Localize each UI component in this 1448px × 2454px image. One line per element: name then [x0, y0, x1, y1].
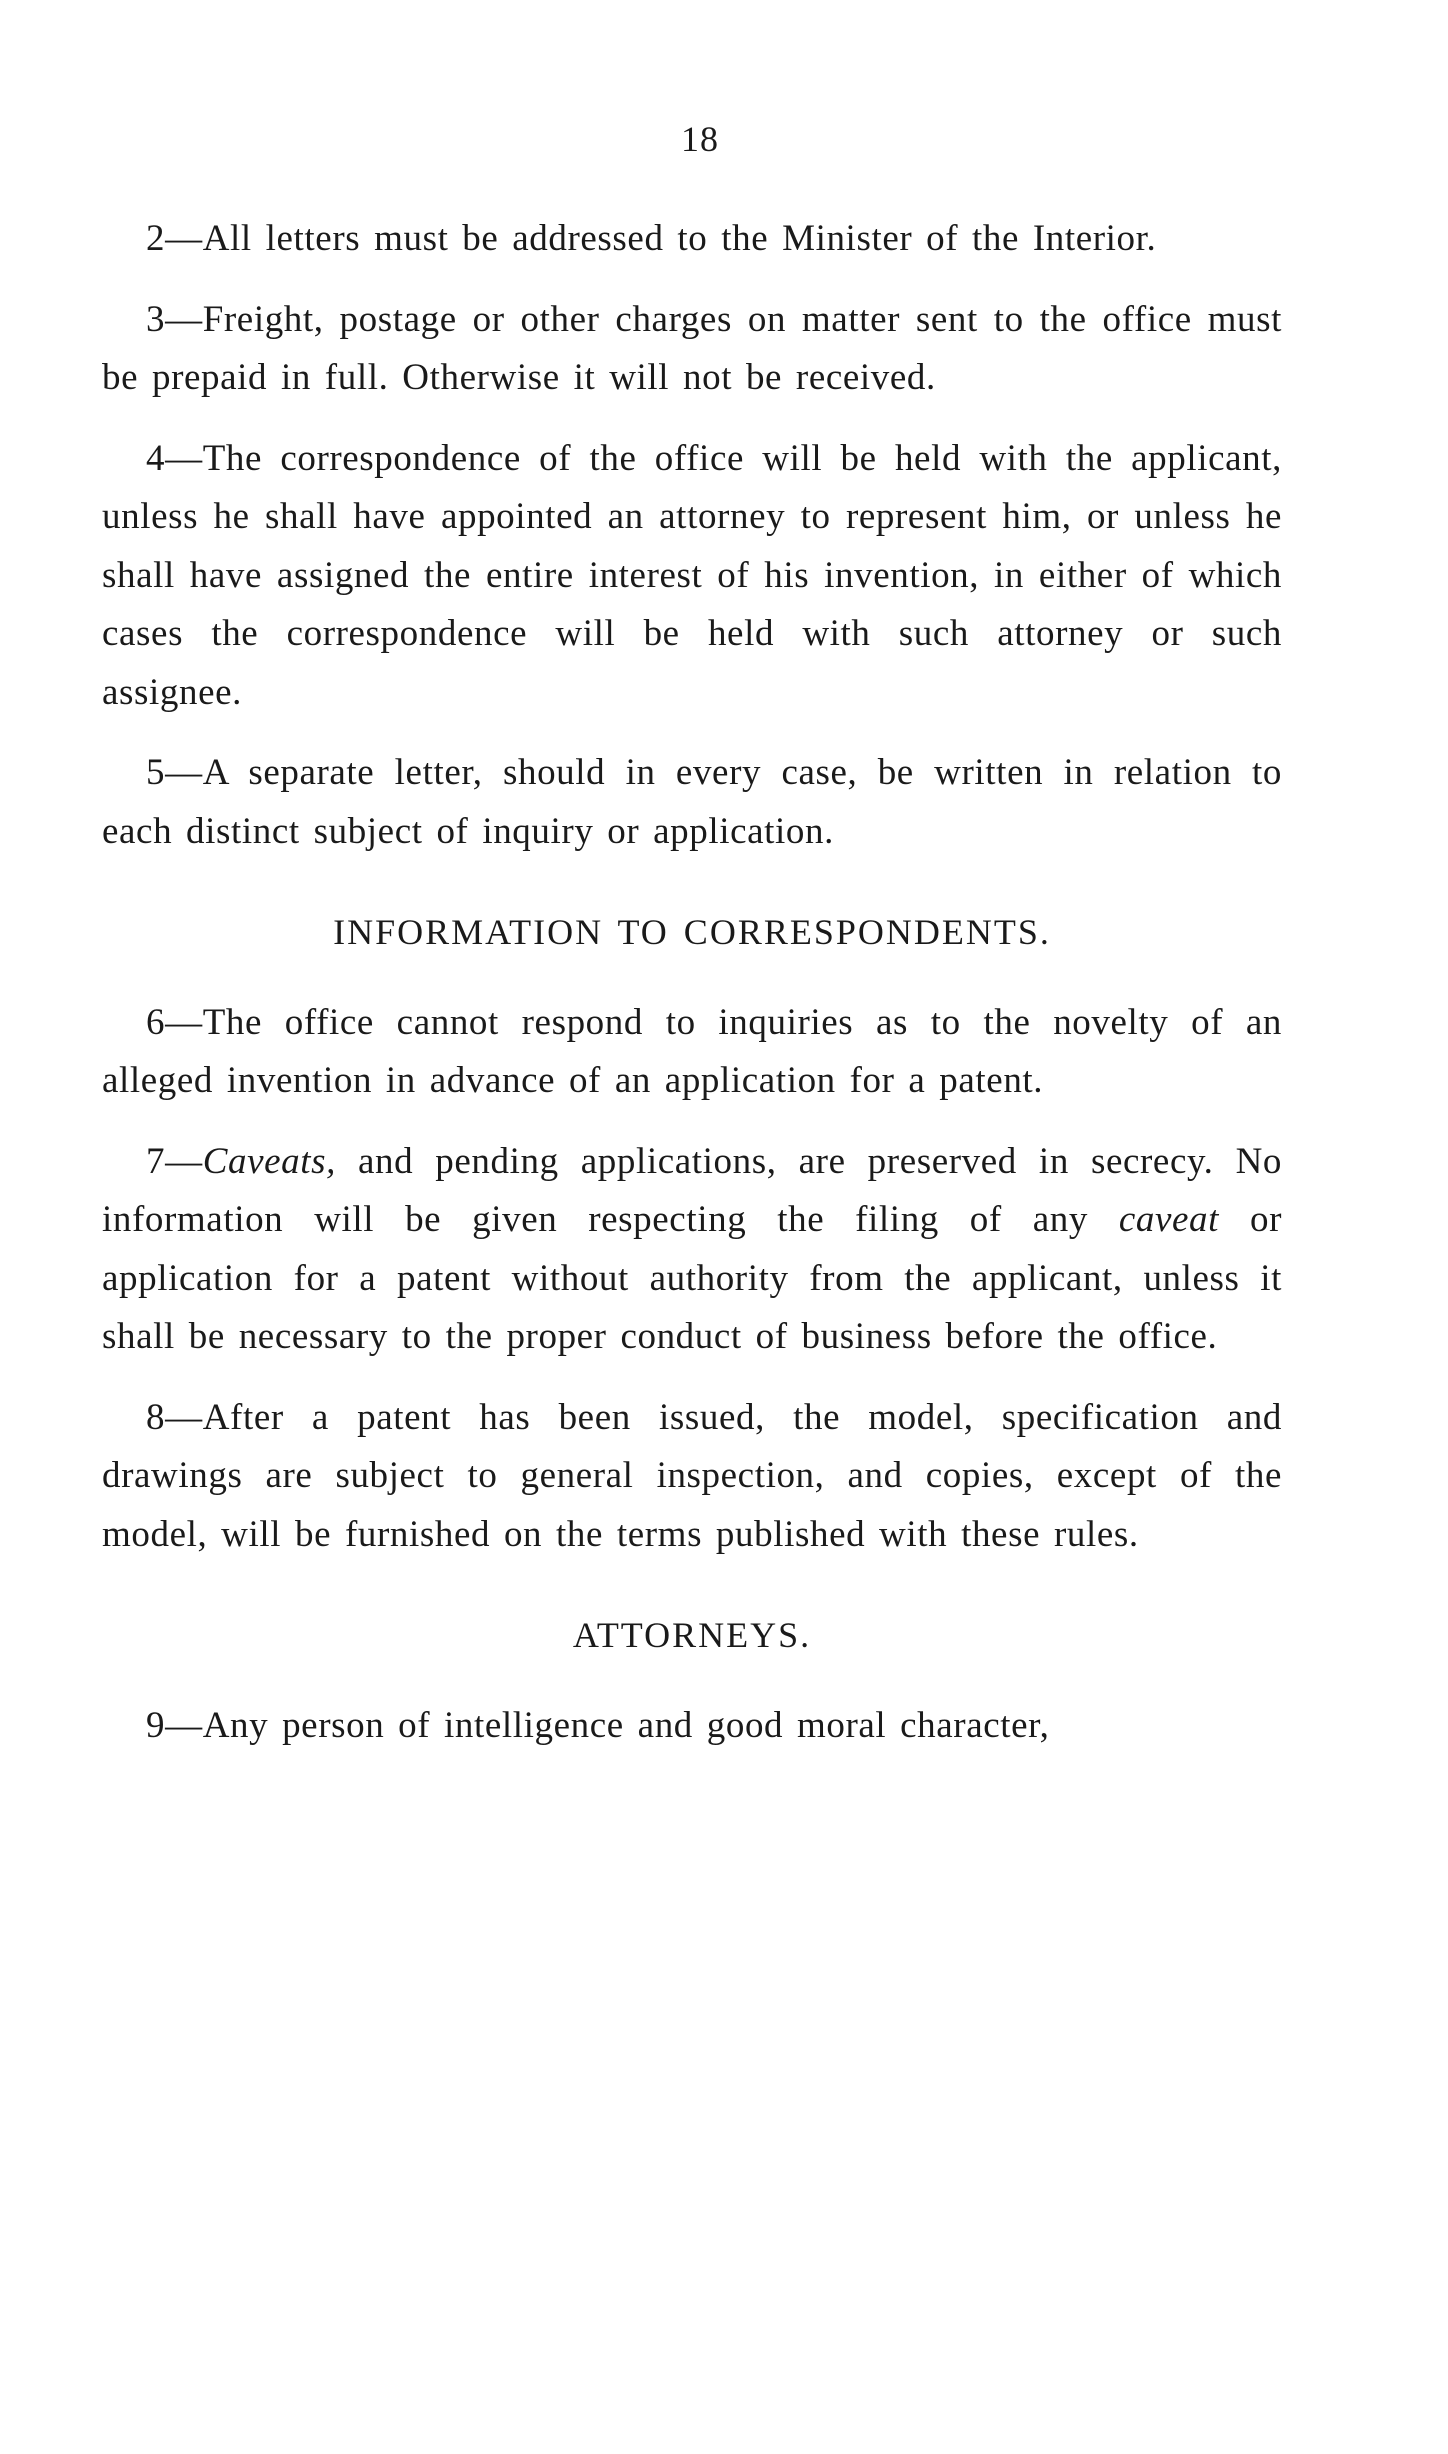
paragraph-5: 5—A separate letter, should in every case, be written in relation to each distinct subject of inquiry or application.: [102, 752, 1282, 852]
paragraph-6: 6—The office cannot respond to inquiries as to the novelty of an alleged invention in advance of an application for a patent.: [102, 1001, 1282, 1101]
caveats-italic: Caveats,: [202, 1140, 336, 1182]
paragraph-9: 9—Any person of intelligence and good moral character,: [146, 1704, 1050, 1746]
page-number: 18: [681, 119, 719, 159]
paragraph-7-text-2: or application for a patent without authority from the applicant, unless it shall be necessary to the proper conduct of business before the office.: [102, 1199, 1282, 1357]
paragraph-7-number: 7—: [146, 1140, 203, 1182]
paragraph-2: 2—All letters must be addressed to the Minister of the Interior.: [146, 218, 1157, 259]
paragraph-8: 8—After a patent has been issued, the model, specification and drawings are subject to general inspection, and copies, except of the model, will be furnished on the terms published with these rules.: [102, 1396, 1282, 1555]
caveat-italic: caveat: [1118, 1199, 1220, 1240]
section-heading-information: INFORMATION TO CORRESPONDENTS.: [333, 912, 1051, 952]
paragraph-3: 3—Freight, postage or other charges on matter sent to the office must be prepaid in full. Otherwise it will not be received.: [102, 298, 1282, 398]
paragraph-7: [102, 1133, 1282, 1367]
page-body: [102, 210, 1282, 1755]
paragraph-4: 4—The correspondence of the office will be held with the applicant, unless he shall have appointed an attorney to represent him, or unless he shall have assigned the entire interest of his invention, in either of which cases the correspondence will be held with such attorney or such assignee.: [102, 437, 1282, 713]
section-heading-attorneys: ATTORNEYS.: [572, 1615, 812, 1655]
paragraph-7-text-1: and pending applications, are preserved in secrecy. No information will be given respecting the filing of any: [102, 1140, 1282, 1240]
